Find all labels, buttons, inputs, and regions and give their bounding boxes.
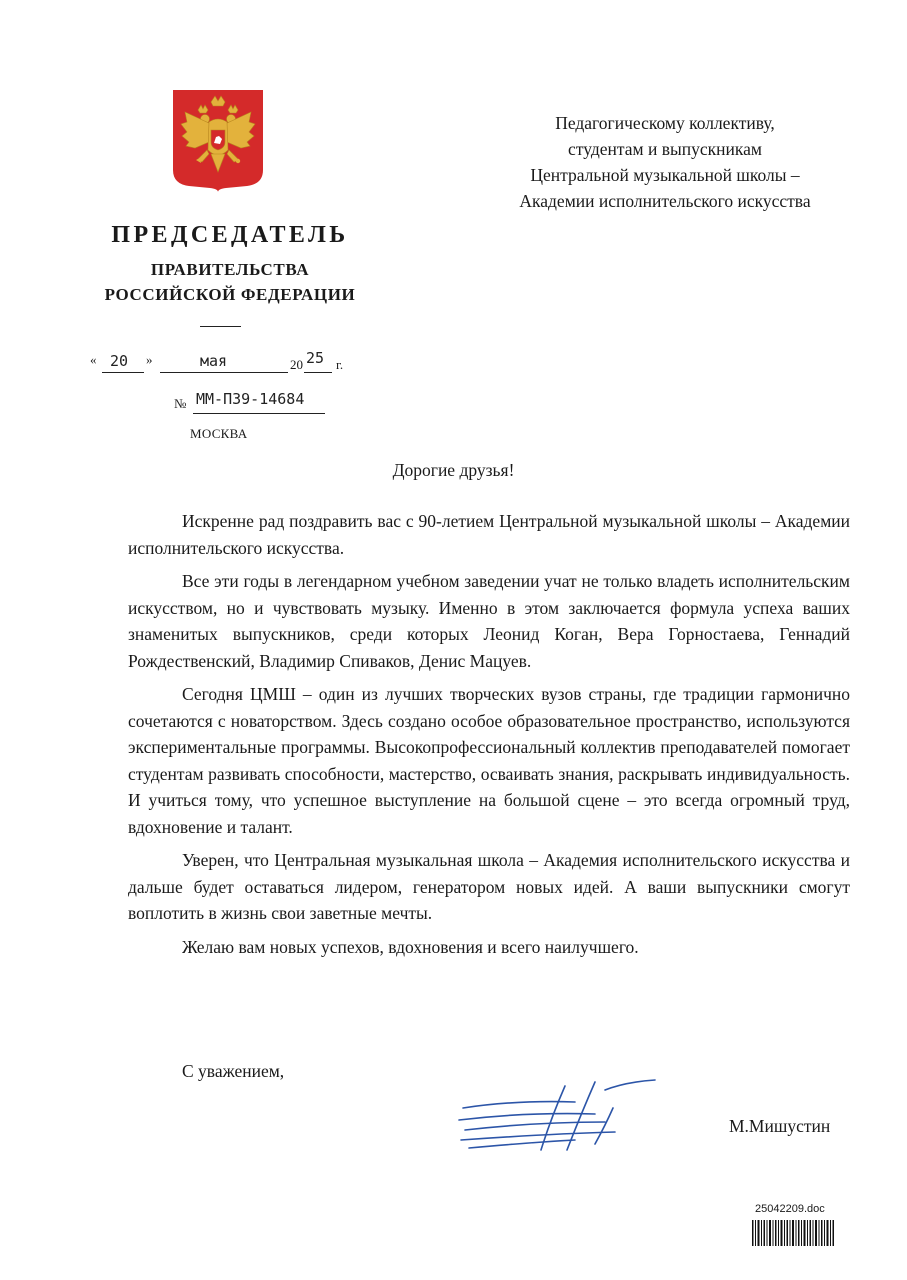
date-day-underline: [102, 372, 144, 373]
addressee-line: Педагогическому коллективу,: [555, 113, 775, 133]
document-id: 25042209.doc: [755, 1203, 825, 1215]
date-month: мая: [200, 352, 228, 370]
addressee-line: Центральной музыкальной школы –: [530, 165, 800, 185]
paragraph: Все эти годы в легендарном учебном заведении учат не только владеть исполнительским искусством, но и чувствовать музыку. Именно в этом заключается формула успеха ваших знаменитых выпускников, среди которых Леонид Коган, Вера Горностаева, Геннадий Рождественский, Владимир Спиваков, Денис Мацуев.: [128, 571, 850, 671]
city: МОСКВА: [190, 426, 248, 441]
paragraph: Искренне рад поздравить вас с 90-летием Центральной музыкальной школы – Академии исполнительского искусства.: [128, 511, 850, 558]
letterhead-subtitle: ПРАВИТЕЛЬСТВА: [150, 260, 310, 279]
number-label: №: [174, 396, 187, 411]
date-quote-close: »: [146, 352, 153, 367]
paragraph: Сегодня ЦМШ – один из лучших творческих вузов страны, где традиции гармонично сочетаются с новаторством. Здесь создано особое образовательное пространство, используются экспериментальные программы. Высокопрофессиональный коллектив преподавателей помогает студентам развивать способности, мастерство, осваивать знания, раскрывать индивидуальность. И учиться тому, что успешное выступление на большой сцене – это всегда огромный труд, вдохновение и талант.: [128, 684, 850, 837]
date-year-underline: [304, 372, 332, 373]
coat-of-arms-icon: [171, 88, 265, 193]
date-quote-open: «: [90, 352, 97, 367]
closing: С уважением,: [182, 1061, 285, 1081]
addressee-block: [460, 110, 870, 214]
date-year-suffix: 25: [306, 349, 325, 367]
letterhead-title: ПРЕДСЕДАТЕЛЬ: [111, 222, 349, 248]
handwritten-signature: [455, 1078, 665, 1158]
letterhead-subtitle: РОССИЙСКОЙ ФЕДЕРАЦИИ: [104, 285, 356, 304]
paragraph: Желаю вам новых успехов, вдохновения и всего наилучшего.: [182, 936, 639, 957]
signer-name: М.Мишустин: [729, 1116, 831, 1136]
addressee-line: студентам и выпускникам: [568, 139, 762, 159]
date-year-prefix: 20: [290, 357, 303, 372]
date-year-abbr: г.: [336, 357, 344, 372]
barcode-icon: [752, 1220, 834, 1246]
addressee-line: Академии исполнительского искусства: [519, 191, 811, 211]
date-day: 20: [110, 352, 129, 370]
letterhead-divider: [200, 326, 241, 327]
paragraph: Уверен, что Центральная музыкальная школа – Академия исполнительского искусства и дальше будет оставаться лидером, генератором новых идей. А ваши выпускники смогут воплотить в жизнь свои заветные мечты.: [128, 850, 850, 923]
date-month-underline: [160, 372, 288, 373]
letter-body: [128, 508, 850, 967]
document-number: ММ-П39-14684: [196, 390, 305, 408]
number-underline: [193, 413, 325, 414]
greeting: Дорогие друзья!: [392, 460, 515, 480]
